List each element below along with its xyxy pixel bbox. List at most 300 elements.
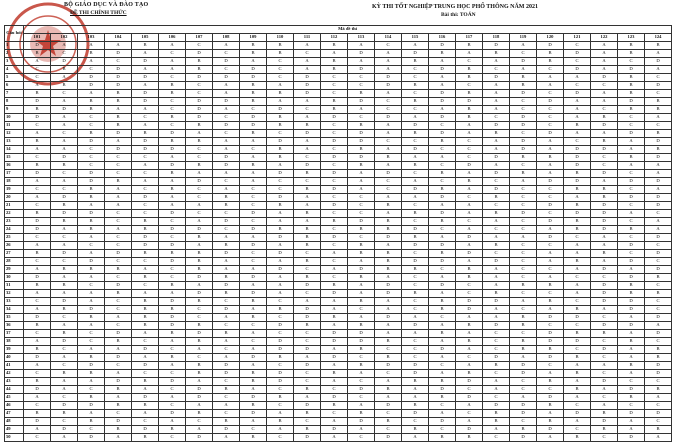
answer-cell: C [105,274,132,282]
answer-cell: C [591,154,618,162]
answer-cell: A [483,98,510,106]
answer-cell: A [564,362,591,370]
answer-cell: C [105,410,132,418]
answer-cell: C [267,386,294,394]
answer-cell: A [375,394,402,402]
answer-cell: B [645,386,672,394]
answer-cell: C [645,402,672,410]
answer-cell: A [483,162,510,170]
answer-cell: D [348,266,375,274]
question-number: 40 [5,354,24,362]
answer-cell: A [375,66,402,74]
answer-cell: A [564,194,591,202]
answer-cell: B [591,138,618,146]
answer-cell: B [267,154,294,162]
answer-cell: B [483,410,510,418]
answer-cell: A [78,346,105,354]
answer-cell: A [564,378,591,386]
answer-cell: B [78,130,105,138]
answer-cell: C [267,178,294,186]
answer-cell: D [510,410,537,418]
answer-cell: B [456,434,483,442]
answer-cell: A [456,330,483,338]
answer-cell: B [564,218,591,226]
table-row [5,386,672,394]
answer-cell: D [105,146,132,154]
answer-cell: C [564,298,591,306]
answer-cell: A [78,274,105,282]
answer-cell: B [267,90,294,98]
answer-cell: C [537,90,564,98]
answer-cell: C [78,386,105,394]
answer-cell: B [564,370,591,378]
answer-cell: A [321,298,348,306]
answer-cell: C [348,210,375,218]
table-row [5,250,672,258]
answer-cell: B [564,226,591,234]
question-number: 4 [5,66,24,74]
answer-cell: B [348,122,375,130]
exam-code-header: 106 [159,34,186,42]
answer-cell: C [375,370,402,378]
answer-cell: A [51,242,78,250]
answer-cell: A [24,178,51,186]
answer-cell: D [510,138,537,146]
answer-cell: D [402,410,429,418]
answer-cell: A [537,410,564,418]
answer-cell: D [375,314,402,322]
answer-cell: C [105,306,132,314]
answer-cell: C [348,378,375,386]
answer-cell: A [321,434,348,442]
answer-cell: A [429,410,456,418]
answer-cell: A [78,378,105,386]
answer-cell: D [456,378,483,386]
answer-cell: C [645,74,672,82]
answer-cell: B [294,258,321,266]
answer-cell: C [618,378,645,386]
answer-cell: D [618,434,645,442]
answer-cell: D [321,426,348,434]
answer-cell: B [402,210,429,218]
answer-cell: B [321,98,348,106]
answer-cell: B [348,146,375,154]
answer-cell: B [78,418,105,426]
answer-cell: B [132,434,159,442]
answer-cell: D [510,362,537,370]
answer-cell: C [429,226,456,234]
answer-cell: B [429,330,456,338]
answer-cell: A [213,82,240,90]
answer-cell: B [321,218,348,226]
answer-cell: C [321,162,348,170]
question-number: 37 [5,330,24,338]
answer-cell: B [213,194,240,202]
answer-cell: D [537,234,564,242]
answer-cell: A [429,74,456,82]
answer-cell: A [240,266,267,274]
answer-cell: C [267,362,294,370]
answer-cell: C [591,434,618,442]
answer-cell: B [24,90,51,98]
answer-cell: C [483,202,510,210]
answer-cell: C [78,242,105,250]
answer-cell: A [186,346,213,354]
answer-cell: A [240,58,267,66]
answer-cell: D [510,58,537,66]
answer-cell: D [402,122,429,130]
answer-cell: B [564,202,591,210]
answer-cell: D [348,418,375,426]
answer-cell: D [537,394,564,402]
answer-cell: D [132,346,159,354]
answer-cell: C [402,282,429,290]
answer-cell: D [294,130,321,138]
answer-cell: A [132,106,159,114]
answer-cell: A [51,378,78,386]
answer-cell: B [186,250,213,258]
answer-cell: B [456,66,483,74]
answer-cell: B [186,298,213,306]
answer-cell: C [159,234,186,242]
answer-cell: C [618,250,645,258]
answer-cell: B [456,106,483,114]
answer-cell: D [402,146,429,154]
answer-cell: B [375,218,402,226]
answer-cell: D [294,362,321,370]
answer-cell: C [375,106,402,114]
answer-cell: B [321,42,348,50]
answer-cell: D [78,170,105,178]
answer-cell: C [24,66,51,74]
answer-cell: A [24,194,51,202]
answer-cell: A [78,202,105,210]
answer-cell: B [78,314,105,322]
answer-cell: D [24,274,51,282]
answer-cell: B [375,202,402,210]
answer-cell: C [348,74,375,82]
answer-cell: D [483,258,510,266]
answer-cell: D [159,162,186,170]
answer-cell: B [78,266,105,274]
table-row [5,114,672,122]
question-number: 48 [5,418,24,426]
answer-cell: A [240,138,267,146]
answer-cell: B [348,242,375,250]
answer-cell: D [105,330,132,338]
answer-cell: A [591,306,618,314]
answer-cell: C [132,338,159,346]
answer-cell: D [321,186,348,194]
answer-cell: B [564,258,591,266]
answer-cell: A [564,394,591,402]
answer-cell: C [591,370,618,378]
answer-cell: D [267,194,294,202]
answer-cell: B [429,394,456,402]
answer-cell: B [564,330,591,338]
answer-cell: C [294,370,321,378]
answer-cell: D [105,82,132,90]
answer-cell: A [213,354,240,362]
answer-cell: A [375,274,402,282]
exam-code-header: 107 [186,34,213,42]
answer-cell: B [24,210,51,218]
answer-cell: A [618,426,645,434]
answer-cell: A [51,114,78,122]
answer-cell: B [564,434,591,442]
answer-cell: C [321,130,348,138]
answer-cell: B [132,306,159,314]
answer-cell: B [375,154,402,162]
answer-cell: C [294,178,321,186]
answer-cell: B [213,242,240,250]
answer-cell: C [78,122,105,130]
answer-cell: B [78,50,105,58]
answer-cell: C [402,306,429,314]
answer-cell: B [240,378,267,386]
answer-cell: D [24,42,51,50]
answer-cell: A [483,266,510,274]
answer-cell: B [186,66,213,74]
answer-cell: B [456,370,483,378]
answer-cell: D [618,194,645,202]
answer-cell: D [78,306,105,314]
answer-cell: D [510,434,537,442]
answer-cell: D [186,226,213,234]
answer-cell: B [105,402,132,410]
table-row [5,66,672,74]
answer-cell: A [78,250,105,258]
answer-cell: A [213,146,240,154]
answer-cell: A [186,202,213,210]
exam-code-group-header: Mã đề thi [24,26,672,34]
answer-cell: C [456,58,483,66]
answer-cell: D [267,170,294,178]
answer-cell: A [321,250,348,258]
answer-cell: D [618,410,645,418]
answer-cell: A [537,370,564,378]
table-row [5,194,672,202]
answer-cell: A [456,242,483,250]
answer-cell: C [429,266,456,274]
answer-cell: C [456,218,483,226]
answer-cell: D [618,258,645,266]
answer-cell: B [186,362,213,370]
answer-cell: D [510,122,537,130]
answer-cell: C [213,114,240,122]
answer-cell: B [591,114,618,122]
answer-cell: C [510,226,537,234]
answer-cell: C [375,346,402,354]
answer-cell: A [240,234,267,242]
exam-code-header: 118 [483,34,510,42]
answer-cell: D [78,82,105,90]
answer-cell: A [645,50,672,58]
answer-cell: B [24,250,51,258]
answer-cell: D [105,418,132,426]
answer-cell: A [618,354,645,362]
answer-cell: D [78,402,105,410]
answer-cell: C [348,434,375,442]
answer-cell: A [537,162,564,170]
answer-cell: A [24,362,51,370]
answer-cell: C [618,170,645,178]
answer-cell: C [267,298,294,306]
answer-cell: B [24,50,51,58]
answer-cell: B [132,314,159,322]
table-row [5,178,672,186]
answer-cell: C [564,234,591,242]
question-number: 6 [5,82,24,90]
answer-cell: B [618,82,645,90]
answer-cell: D [402,242,429,250]
answer-cell: A [510,42,537,50]
answer-cell: B [645,106,672,114]
question-number: 12 [5,130,24,138]
answer-cell: B [78,194,105,202]
answer-cell: A [321,50,348,58]
answer-cell: B [483,130,510,138]
answer-cell: A [24,394,51,402]
answer-cell: C [267,130,294,138]
answer-cell: B [132,378,159,386]
answer-cell: A [429,322,456,330]
table-row [5,226,672,234]
answer-cell: D [591,322,618,330]
answer-cell: B [294,122,321,130]
answer-cell: D [24,218,51,226]
answer-cell: D [591,218,618,226]
answer-cell: D [537,98,564,106]
official-exam-label: ĐỀ THI CHÍNH THỨC [70,10,127,16]
answer-cell: C [213,66,240,74]
exam-code-header: 114 [375,34,402,42]
answer-cell: B [132,130,159,138]
answer-cell: C [294,154,321,162]
answer-cell: A [375,58,402,66]
answer-cell: A [267,410,294,418]
answer-cell: C [24,330,51,338]
answer-cell: A [402,314,429,322]
answer-cell: B [348,298,375,306]
answer-cell: A [105,394,132,402]
answer-cell: C [321,274,348,282]
answer-cell: B [267,122,294,130]
answer-cell: C [321,122,348,130]
answer-cell: B [186,266,213,274]
answer-cell: D [645,194,672,202]
answer-cell: D [645,234,672,242]
answer-cell: D [186,290,213,298]
answer-cell: C [510,418,537,426]
answer-cell: A [105,314,132,322]
answer-cell: C [618,114,645,122]
answer-cell: C [618,402,645,410]
answer-cell: D [105,74,132,82]
answer-cell: B [564,122,591,130]
answer-cell: C [132,114,159,122]
answer-cell: D [429,114,456,122]
answer-cell: C [564,42,591,50]
answer-cell: C [402,106,429,114]
answer-cell: A [51,386,78,394]
exam-code-header: 120 [537,34,564,42]
answer-cell: A [186,378,213,386]
answer-cell: A [591,58,618,66]
answer-cell: C [402,346,429,354]
answer-cell: A [348,58,375,66]
answer-cell: B [240,82,267,90]
table-row [5,218,672,226]
answer-cell: D [456,426,483,434]
answer-cell: C [402,354,429,362]
answer-cell: D [186,114,213,122]
answer-cell: D [213,426,240,434]
answer-cell: C [186,194,213,202]
answer-cell: B [51,330,78,338]
answer-cell: A [645,66,672,74]
answer-cell: A [591,66,618,74]
answer-cell: D [510,370,537,378]
answer-cell: A [51,74,78,82]
answer-cell: C [267,58,294,66]
answer-cell: C [159,74,186,82]
answer-cell: D [375,362,402,370]
answer-cell: A [537,258,564,266]
answer-cell: D [537,218,564,226]
answer-cell: D [321,154,348,162]
answer-cell: B [348,250,375,258]
answer-cell: C [105,258,132,266]
answer-cell: B [51,66,78,74]
answer-cell: D [213,74,240,82]
answer-cell: D [240,290,267,298]
answer-cell: B [294,410,321,418]
exam-code-header: 119 [510,34,537,42]
question-number: 23 [5,218,24,226]
answer-cell: A [24,306,51,314]
answer-cell: A [294,218,321,226]
answer-cell: D [429,346,456,354]
answer-cell: B [618,90,645,98]
answer-cell: B [645,42,672,50]
answer-cell: A [591,386,618,394]
answer-cell: C [51,90,78,98]
answer-cell: B [537,58,564,66]
answer-cell: C [240,338,267,346]
answer-cell: C [321,242,348,250]
answer-cell: A [267,274,294,282]
answer-cell: D [429,42,456,50]
answer-cell: C [51,234,78,242]
answer-cell: D [321,234,348,242]
answer-cell: D [348,330,375,338]
answer-cell: C [267,314,294,322]
answer-cell: D [429,242,456,250]
answer-cell: B [321,106,348,114]
answer-cell: A [510,394,537,402]
answer-cell: C [591,162,618,170]
answer-cell: B [402,58,429,66]
answer-cell: B [105,386,132,394]
answer-cell: B [267,114,294,122]
answer-cell: B [105,114,132,122]
answer-cell: D [591,226,618,234]
answer-cell: A [375,146,402,154]
answer-cell: D [321,338,348,346]
answer-cell: B [510,426,537,434]
answer-cell: B [213,274,240,282]
